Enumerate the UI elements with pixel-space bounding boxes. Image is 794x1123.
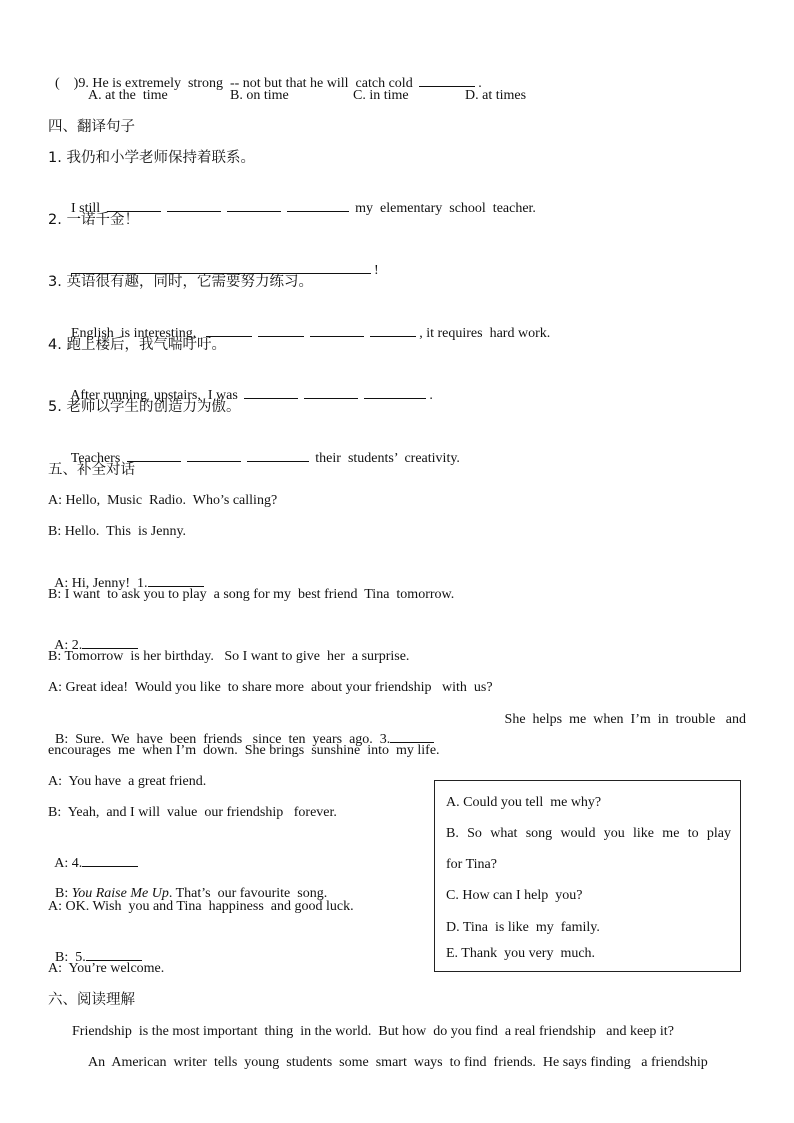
options-box bbox=[434, 780, 741, 972]
translation-2-chinese: 2. 一诺千金！ bbox=[48, 212, 139, 228]
answer-blank[interactable] bbox=[167, 198, 221, 212]
reading-paragraph-2: An American writer tells young students some smart ways to find friends. He says finding a friendship bbox=[88, 1055, 708, 1070]
dialogue-line: B: I want to ask you to play a song for my best friend Tina tomorrow. bbox=[48, 587, 455, 602]
box-option-a: A. Could you tell me why? bbox=[446, 795, 602, 810]
sentence-end: ! bbox=[374, 263, 379, 278]
question-9-options bbox=[0, 87, 794, 105]
dialogue-line: B: Hello. This is Jenny. bbox=[48, 524, 187, 539]
answer-blank[interactable] bbox=[227, 198, 281, 212]
option-b: B. on time bbox=[230, 88, 289, 103]
sentence-start: English is interesting, bbox=[71, 326, 204, 341]
answer-blank[interactable] bbox=[187, 448, 241, 462]
translation-1-chinese: 1. 我仍和小学老师保持着联系。 bbox=[48, 150, 255, 166]
sentence-start: Teachers bbox=[70, 451, 124, 466]
dialogue-line: A: You’re welcome. bbox=[48, 961, 165, 976]
question-9-end: . bbox=[478, 76, 482, 91]
answer-blank[interactable] bbox=[390, 729, 434, 743]
answer-blank[interactable] bbox=[419, 73, 475, 87]
answer-blank[interactable] bbox=[148, 573, 204, 587]
answer-blank[interactable] bbox=[304, 385, 358, 399]
option-c: C. in time bbox=[353, 88, 409, 103]
dialogue-line: A: OK. Wish you and Tina happiness and good luck. bbox=[48, 899, 354, 914]
question-9-text: 9. He is extremely strong -- not but that he will catch cold bbox=[78, 76, 417, 91]
section-6-heading: 六、阅读理解 bbox=[48, 992, 135, 1008]
box-option-e: E. Thank you very much. bbox=[446, 946, 596, 961]
option-a: A. at the time bbox=[88, 88, 168, 103]
answer-blank[interactable] bbox=[370, 323, 416, 337]
box-option-b: B. So what song would you like me to play bbox=[446, 826, 731, 841]
dialogue-text: B: Sure. We have been friends since ten years ago. 3. bbox=[55, 732, 391, 747]
box-option-b-cont: for Tina? bbox=[446, 857, 497, 872]
dialogue-line: B: Yeah, and I will value our friendship forever. bbox=[48, 805, 337, 820]
dialogue-line: A: You have a great friend. bbox=[48, 774, 207, 789]
dialogue-text: A: 4. bbox=[54, 856, 83, 871]
answer-blank[interactable] bbox=[86, 947, 142, 961]
box-option-c: C. How can I help you? bbox=[446, 888, 583, 903]
answer-blank[interactable] bbox=[82, 853, 138, 867]
answer-paren: ( ) bbox=[55, 76, 79, 91]
answer-blank[interactable] bbox=[107, 198, 161, 212]
section-4-heading: 四、翻译句子 bbox=[48, 119, 135, 135]
song-title: You Raise Me Up bbox=[71, 886, 169, 901]
dialogue-text: A: 2. bbox=[54, 638, 83, 653]
sentence-start: After running upstairs, I was bbox=[70, 388, 242, 403]
dialogue-text: A: Hi, Jenny! 1. bbox=[54, 576, 148, 591]
box-option-d: D. Tina is like my family. bbox=[446, 920, 600, 935]
dialogue-line: encourages me when I’m down. She brings sunshine into my life. bbox=[48, 743, 440, 758]
dialogue-line: B: Tomorrow is her birthday. So I want to give her a surprise. bbox=[48, 649, 410, 664]
sentence-end: . bbox=[429, 388, 433, 403]
sentence-end: , it requires hard work. bbox=[419, 326, 551, 341]
translation-4-chinese: 4. 跑上楼后，我气喘吁吁。 bbox=[48, 337, 226, 353]
dialogue-text: B: 5. bbox=[55, 950, 86, 965]
translation-3-chinese: 3. 英语很有趣，同时，它需要努力练习。 bbox=[48, 274, 313, 290]
answer-blank[interactable] bbox=[258, 323, 304, 337]
section-5-heading: 五、补全对话 bbox=[48, 462, 135, 478]
answer-blank[interactable] bbox=[287, 198, 349, 212]
answer-blank[interactable] bbox=[364, 385, 426, 399]
dialogue-line: A: Hello, Music Radio. Who’s calling? bbox=[48, 493, 278, 508]
option-d: D. at times bbox=[465, 88, 527, 103]
answer-blank[interactable] bbox=[127, 448, 181, 462]
translation-5-chinese: 5. 老师以学生的创造力为傲。 bbox=[48, 399, 241, 415]
answer-blank[interactable] bbox=[310, 323, 364, 337]
answer-blank[interactable] bbox=[247, 448, 309, 462]
sentence-start: I still bbox=[71, 201, 104, 216]
reading-paragraph-1: Friendship is the most important thing in the world. But how do you find a real friendship and keep it? bbox=[72, 1024, 674, 1039]
answer-blank[interactable] bbox=[244, 385, 298, 399]
dialogue-text: B: bbox=[55, 886, 72, 901]
dialogue-text: She helps me when I’m in trouble and bbox=[504, 712, 746, 727]
sentence-end: my elementary school teacher. bbox=[351, 201, 536, 216]
dialogue-line: A: Great idea! Would you like to share more about your friendship with us? bbox=[48, 680, 493, 695]
answer-blank[interactable] bbox=[82, 635, 138, 649]
answer-blank[interactable] bbox=[206, 323, 252, 337]
answer-blank[interactable] bbox=[71, 260, 371, 274]
dialogue-text: . That’s our favourite song. bbox=[168, 886, 328, 901]
sentence-end: their students’ creativity. bbox=[311, 451, 460, 466]
